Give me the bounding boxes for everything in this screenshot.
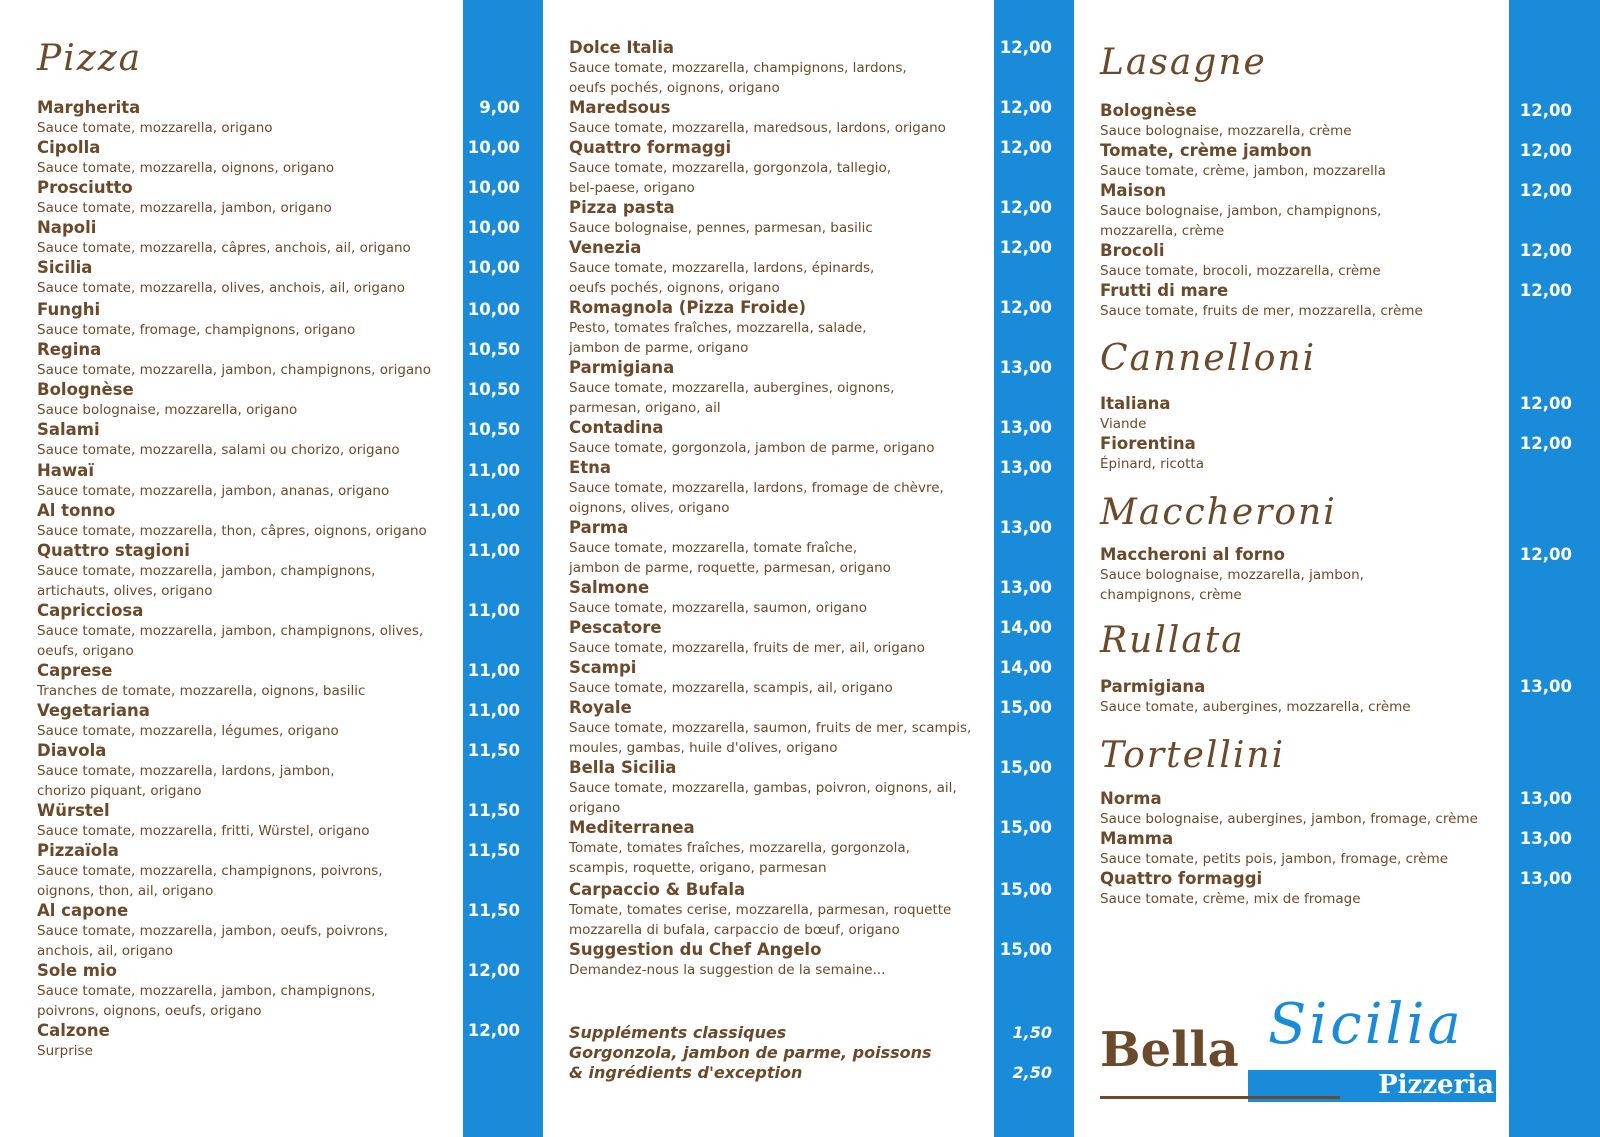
menu-item bbox=[1100, 394, 1171, 434]
menu-item-price: 11,00 bbox=[467, 541, 520, 560]
supplement-label: Suppléments classiques bbox=[569, 1023, 787, 1042]
menu-item-description: Sauce tomate, mozzarella, gorgonzola, tallegio, bel-paese, origano bbox=[569, 160, 892, 196]
menu-item bbox=[1100, 829, 1448, 869]
menu-item-description: Sauce tomate, crème, mix de fromage bbox=[1100, 891, 1361, 907]
menu-item-price: 12,00 bbox=[999, 138, 1052, 157]
menu-item-price: 12,00 bbox=[1519, 101, 1572, 120]
menu-item-price: 9,00 bbox=[479, 98, 520, 117]
menu-item bbox=[1100, 545, 1364, 605]
menu-item-description: Sauce tomate, mozzarella, lardons, jambon, chorizo piquant, origano bbox=[37, 763, 335, 799]
logo-pizzeria-text: Pizzeria bbox=[1378, 1070, 1494, 1100]
menu-item bbox=[569, 940, 885, 980]
menu-item-name: Scampi bbox=[569, 658, 637, 677]
menu-item-price: 12,00 bbox=[999, 98, 1052, 117]
menu-item-price: 15,00 bbox=[999, 698, 1052, 717]
menu-item-description: Sauce bolognaise, mozzarella, crème bbox=[1100, 123, 1352, 139]
menu-item-name: Al capone bbox=[37, 901, 129, 920]
maccheroni-section-title: Maccheroni bbox=[1100, 492, 1337, 533]
menu-item bbox=[37, 300, 355, 340]
menu-item bbox=[569, 298, 867, 358]
menu-item bbox=[37, 661, 365, 701]
menu-item-description: Sauce tomate, mozzarella, jambon, origano bbox=[37, 200, 332, 216]
tortellini-section-title: Tortellini bbox=[1100, 735, 1286, 776]
menu-item bbox=[37, 801, 369, 841]
menu-item bbox=[37, 601, 423, 661]
menu-item bbox=[569, 758, 957, 818]
menu-item-price: 11,50 bbox=[467, 741, 520, 760]
menu-item-description: Sauce tomate, brocoli, mozzarella, crème bbox=[1100, 263, 1381, 279]
menu-item-name: Maredsous bbox=[569, 98, 671, 117]
menu-item-description: Surprise bbox=[37, 1043, 93, 1059]
menu-item-price: 12,00 bbox=[999, 38, 1052, 57]
menu-item-price: 12,00 bbox=[1519, 281, 1572, 300]
logo-bella-text: Bella bbox=[1100, 1022, 1239, 1078]
menu-item-description: Sauce bolognaise, mozzarella, jambon, champignons, crème bbox=[1100, 567, 1364, 603]
menu-item bbox=[1100, 281, 1423, 321]
menu-item-name: Sicilia bbox=[37, 258, 93, 277]
menu-item-name: Venezia bbox=[569, 238, 642, 257]
menu-item-description: Viande bbox=[1100, 416, 1147, 432]
menu-item-name: Parmigiana bbox=[1100, 677, 1206, 696]
menu-item-name: Salami bbox=[37, 420, 100, 439]
menu-item bbox=[37, 138, 334, 178]
menu-item-name: Calzone bbox=[37, 1021, 110, 1040]
menu-item-description: Sauce tomate, mozzarella, oignons, origano bbox=[37, 160, 335, 176]
menu-item-price: 14,00 bbox=[999, 618, 1052, 637]
menu-item-name: Capricciosa bbox=[37, 601, 144, 620]
menu-item-description: Sauce bolognaise, jambon, champignons, mozzarella, crème bbox=[1100, 203, 1382, 239]
menu-item-price: 13,00 bbox=[999, 518, 1052, 537]
menu-item-name: Pizzaïola bbox=[37, 841, 119, 860]
menu-item bbox=[37, 841, 383, 901]
menu-item bbox=[37, 501, 427, 541]
menu-item-description: Sauce tomate, mozzarella, origano bbox=[37, 120, 273, 136]
menu-item-description: Sauce tomate, mozzarella, fruits de mer, ail, origano bbox=[569, 640, 925, 656]
menu-item-price: 13,00 bbox=[1519, 789, 1572, 808]
menu-item-name: Suggestion du Chef Angelo bbox=[569, 940, 822, 959]
menu-item-price: 13,00 bbox=[999, 578, 1052, 597]
menu-item bbox=[37, 461, 389, 501]
menu-item bbox=[37, 701, 339, 741]
menu-item-name: Regina bbox=[37, 340, 102, 359]
menu-item-description: Sauce bolognaise, pennes, parmesan, basilic bbox=[569, 220, 873, 236]
menu-item-description: Sauce tomate, crème, jambon, mozzarella bbox=[1100, 163, 1386, 179]
menu-item-description: Demandez-nous la suggestion de la semaine... bbox=[569, 962, 886, 978]
menu-item-name: Prosciutto bbox=[37, 178, 133, 197]
menu-item-description: Sauce tomate, mozzarella, jambon, champignons, poivrons, oignons, oeufs, origano bbox=[37, 983, 376, 1019]
menu-item bbox=[1100, 434, 1204, 474]
menu-item-price: 11,00 bbox=[467, 461, 520, 480]
menu-item bbox=[37, 258, 405, 298]
menu-item-name: Bolognèse bbox=[1100, 101, 1197, 120]
menu-item-description: Sauce tomate, mozzarella, câpres, anchois, ail, origano bbox=[37, 240, 411, 256]
menu-item-price: 10,50 bbox=[467, 340, 520, 359]
menu-item-description: Sauce tomate, fromage, champignons, origano bbox=[37, 322, 356, 338]
menu-item-description: Sauce tomate, mozzarella, tomate fraîche, jambon de parme, roquette, parmesan, origano bbox=[569, 540, 891, 576]
menu-item-description: Sauce bolognaise, aubergines, jambon, fromage, crème bbox=[1100, 811, 1478, 827]
menu-item-name: Mamma bbox=[1100, 829, 1174, 848]
menu-item bbox=[569, 198, 873, 238]
price-band-3 bbox=[1509, 0, 1600, 1137]
menu-item-price: 12,00 bbox=[999, 298, 1052, 317]
menu-item-name: Würstel bbox=[37, 801, 110, 820]
menu-item-price: 13,00 bbox=[1519, 677, 1572, 696]
rullata-section-title: Rullata bbox=[1100, 620, 1245, 661]
menu-item-price: 11,00 bbox=[467, 601, 520, 620]
supplement-price: 2,50 bbox=[1012, 1063, 1052, 1082]
menu-item bbox=[1100, 141, 1386, 181]
menu-item-description: Sauce tomate, mozzarella, jambon, ananas, origano bbox=[37, 483, 390, 499]
menu-item-name: Norma bbox=[1100, 789, 1162, 808]
menu-item bbox=[1100, 677, 1411, 717]
menu-item-description: Sauce tomate, mozzarella, fritti, Würstel, origano bbox=[37, 823, 370, 839]
menu-item-name: Royale bbox=[569, 698, 632, 717]
menu-item-price: 10,00 bbox=[467, 178, 520, 197]
menu-item-name: Caprese bbox=[37, 661, 113, 680]
menu-item-description: Sauce tomate, mozzarella, jambon, champignons, olives, oeufs, origano bbox=[37, 623, 424, 659]
menu-item-description: Tranches de tomate, mozzarella, oignons, basilic bbox=[37, 683, 366, 699]
menu-item-price: 13,00 bbox=[1519, 829, 1572, 848]
menu-item-price: 13,00 bbox=[999, 458, 1052, 477]
menu-item-price: 12,00 bbox=[467, 961, 520, 980]
menu-item bbox=[569, 98, 946, 138]
menu-item-price: 10,50 bbox=[467, 420, 520, 439]
menu-item-price: 12,00 bbox=[1519, 181, 1572, 200]
logo-underline bbox=[1100, 1096, 1340, 1099]
menu-item-name: Parma bbox=[569, 518, 629, 537]
menu-item-price: 11,00 bbox=[467, 661, 520, 680]
menu-item-description: Épinard, ricotta bbox=[1100, 456, 1204, 472]
menu-item-description: Sauce tomate, aubergines, mozzarella, crème bbox=[1100, 699, 1411, 715]
menu-item-price: 11,50 bbox=[467, 841, 520, 860]
menu-item bbox=[569, 880, 951, 940]
menu-item bbox=[37, 340, 431, 380]
menu-item-name: Pescatore bbox=[569, 618, 662, 637]
menu-item-description: Sauce tomate, mozzarella, thon, câpres, oignons, origano bbox=[37, 523, 427, 539]
menu-item-description: Sauce tomate, mozzarella, lardons, épinards, oeufs pochés, oignons, origano bbox=[569, 260, 875, 296]
menu-item bbox=[37, 380, 297, 420]
menu-item bbox=[37, 961, 375, 1021]
menu-item-price: 11,00 bbox=[467, 501, 520, 520]
price-band-2 bbox=[994, 0, 1074, 1137]
menu-item-price: 15,00 bbox=[999, 758, 1052, 777]
logo-sicilia-text: Sicilia bbox=[1268, 992, 1464, 1057]
menu-item-description: Sauce tomate, mozzarella, gambas, poivron, oignons, ail, origano bbox=[569, 780, 957, 816]
menu-item-name: Quattro formaggi bbox=[569, 138, 732, 157]
menu-item-name: Bolognèse bbox=[37, 380, 134, 399]
menu-item bbox=[37, 541, 375, 601]
menu-item-price: 12,00 bbox=[467, 1021, 520, 1040]
menu-item bbox=[37, 1021, 110, 1061]
menu-item bbox=[37, 741, 335, 801]
menu-item-name: Quattro formaggi bbox=[1100, 869, 1263, 888]
menu-item-description: Sauce tomate, mozzarella, champignons, poivrons, oignons, thon, ail, origano bbox=[37, 863, 383, 899]
menu-item-price: 13,00 bbox=[999, 418, 1052, 437]
menu-item-description: Sauce tomate, mozzarella, champignons, lardons, oeufs pochés, oignons, origano bbox=[569, 60, 907, 96]
menu-item-name: Italiana bbox=[1100, 394, 1171, 413]
lasagne-section-title: Lasagne bbox=[1100, 42, 1267, 83]
menu-item-name: Margherita bbox=[37, 98, 141, 117]
menu-item-name: Salmone bbox=[569, 578, 650, 597]
menu-item-name: Pizza pasta bbox=[569, 198, 675, 217]
menu-item-description: Sauce tomate, mozzarella, saumon, fruits de mer, scampis, moules, gambas, huile d'olives, origano bbox=[569, 720, 972, 756]
pizza-section-title: Pizza bbox=[37, 38, 143, 79]
menu-item-price: 12,00 bbox=[1519, 434, 1572, 453]
menu-item-description: Sauce tomate, mozzarella, salami ou chorizo, origano bbox=[37, 442, 400, 458]
menu-item-price: 10,00 bbox=[467, 258, 520, 277]
menu-item bbox=[569, 418, 934, 458]
menu-item-price: 15,00 bbox=[999, 818, 1052, 837]
menu-item bbox=[1100, 869, 1361, 909]
menu-item-name: Dolce Italia bbox=[569, 38, 675, 57]
menu-item-price: 12,00 bbox=[1519, 394, 1572, 413]
menu-item-description: Sauce tomate, gorgonzola, jambon de parme, origano bbox=[569, 440, 935, 456]
menu-item bbox=[569, 818, 910, 878]
menu-item-description: Sauce tomate, mozzarella, jambon, champignons, origano bbox=[37, 362, 431, 378]
menu-item-price: 12,00 bbox=[1519, 545, 1572, 564]
menu-item bbox=[569, 518, 891, 578]
menu-item bbox=[37, 901, 388, 961]
menu-item-description: Sauce tomate, mozzarella, légumes, origano bbox=[37, 723, 339, 739]
menu-item-name: Vegetariana bbox=[37, 701, 150, 720]
menu-item-description: Sauce bolognaise, mozzarella, origano bbox=[37, 402, 298, 418]
menu-item-price: 12,00 bbox=[1519, 141, 1572, 160]
menu-item-price: 10,00 bbox=[467, 300, 520, 319]
menu-item-description: Sauce tomate, mozzarella, maredsous, lardons, origano bbox=[569, 120, 946, 136]
menu-item-price: 13,00 bbox=[1519, 869, 1572, 888]
cannelloni-section-title: Cannelloni bbox=[1100, 338, 1317, 379]
menu-item-description: Sauce tomate, mozzarella, saumon, origano bbox=[569, 600, 867, 616]
menu-item-name: Sole mio bbox=[37, 961, 117, 980]
menu-item-price: 11,50 bbox=[467, 801, 520, 820]
menu-item bbox=[1100, 789, 1478, 829]
supplement-label: Gorgonzola, jambon de parme, poissons & ingrédients d'exception bbox=[569, 1043, 932, 1082]
menu-item-price: 12,00 bbox=[999, 198, 1052, 217]
menu-item bbox=[1100, 101, 1352, 141]
menu-item bbox=[569, 698, 971, 758]
menu-item-name: Etna bbox=[569, 458, 612, 477]
menu-item-price: 14,00 bbox=[999, 658, 1052, 677]
menu-item-name: Quattro stagioni bbox=[37, 541, 190, 560]
menu-item-name: Maccheroni al forno bbox=[1100, 545, 1285, 564]
menu-item bbox=[569, 38, 907, 98]
menu-item-name: Hawaï bbox=[37, 461, 94, 480]
menu-item-price: 10,00 bbox=[467, 218, 520, 237]
menu-item-name: Tomate, crème jambon bbox=[1100, 141, 1312, 160]
menu-item-description: Sauce tomate, mozzarella, olives, anchois, ail, origano bbox=[37, 280, 406, 296]
menu-item-name: Diavola bbox=[37, 741, 107, 760]
menu-item bbox=[37, 98, 273, 138]
menu-item-description: Tomate, tomates fraîches, mozzarella, gorgonzola, scampis, roquette, origano, parmesan bbox=[569, 840, 910, 876]
menu-item bbox=[569, 238, 874, 298]
menu-item-name: Contadina bbox=[569, 418, 664, 437]
menu-item-description: Sauce tomate, mozzarella, jambon, champignons, artichauts, olives, origano bbox=[37, 563, 376, 599]
menu-item-description: Sauce tomate, mozzarella, jambon, oeufs, poivrons, anchois, ail, origano bbox=[37, 923, 388, 959]
menu-item-name: Fiorentina bbox=[1100, 434, 1196, 453]
menu-item-name: Bella Sicilia bbox=[569, 758, 677, 777]
menu-item-price: 12,00 bbox=[999, 238, 1052, 257]
menu-item bbox=[569, 458, 944, 518]
menu-item bbox=[1100, 181, 1381, 241]
menu-item-description: Sauce tomate, mozzarella, lardons, fromage de chèvre, oignons, olives, origano bbox=[569, 480, 944, 516]
menu-item bbox=[37, 218, 411, 258]
menu-item-price: 12,00 bbox=[1519, 241, 1572, 260]
menu-item-price: 15,00 bbox=[999, 880, 1052, 899]
menu-item-description: Pesto, tomates fraîches, mozzarella, salade, jambon de parme, origano bbox=[569, 320, 867, 356]
menu-item-description: Tomate, tomates cerise, mozzarella, parmesan, roquette mozzarella di bufala, carpaccio de bœuf, origano bbox=[569, 902, 952, 938]
menu-item-name: Brocoli bbox=[1100, 241, 1165, 260]
menu-item-description: Sauce tomate, mozzarella, aubergines, oignons, parmesan, origano, ail bbox=[569, 380, 895, 416]
menu-item-description: Sauce tomate, mozzarella, scampis, ail, origano bbox=[569, 680, 893, 696]
menu-item-price: 11,50 bbox=[467, 901, 520, 920]
menu-item bbox=[569, 618, 925, 658]
menu-item bbox=[569, 358, 894, 418]
menu-item-name: Parmigiana bbox=[569, 358, 675, 377]
menu-item-description: Sauce tomate, fruits de mer, mozzarella, crème bbox=[1100, 303, 1423, 319]
menu-item-name: Cipolla bbox=[37, 138, 101, 157]
menu-item-name: Carpaccio & Bufala bbox=[569, 880, 746, 899]
menu-item-name: Romagnola (Pizza Froide) bbox=[569, 298, 807, 317]
menu-item-name: Napoli bbox=[37, 218, 97, 237]
menu-item bbox=[569, 658, 893, 698]
menu-item-name: Al tonno bbox=[37, 501, 116, 520]
menu-item bbox=[37, 178, 332, 218]
supplement-price: 1,50 bbox=[1012, 1023, 1052, 1042]
menu-item-price: 13,00 bbox=[999, 358, 1052, 377]
menu-item bbox=[569, 578, 867, 618]
menu-item-name: Maison bbox=[1100, 181, 1167, 200]
bella-sicilia-logo bbox=[1100, 992, 1500, 1100]
menu-item bbox=[1100, 241, 1381, 281]
menu-item-price: 10,50 bbox=[467, 380, 520, 399]
menu-item bbox=[569, 138, 891, 198]
menu-item-name: Funghi bbox=[37, 300, 101, 319]
menu-item-price: 15,00 bbox=[999, 940, 1052, 959]
menu-item-description: Sauce tomate, petits pois, jambon, fromage, crème bbox=[1100, 851, 1449, 867]
menu-item-price: 11,00 bbox=[467, 701, 520, 720]
menu-item bbox=[37, 420, 400, 460]
menu-item-name: Frutti di mare bbox=[1100, 281, 1229, 300]
menu-item-price: 10,00 bbox=[467, 138, 520, 157]
menu-item-name: Mediterranea bbox=[569, 818, 695, 837]
